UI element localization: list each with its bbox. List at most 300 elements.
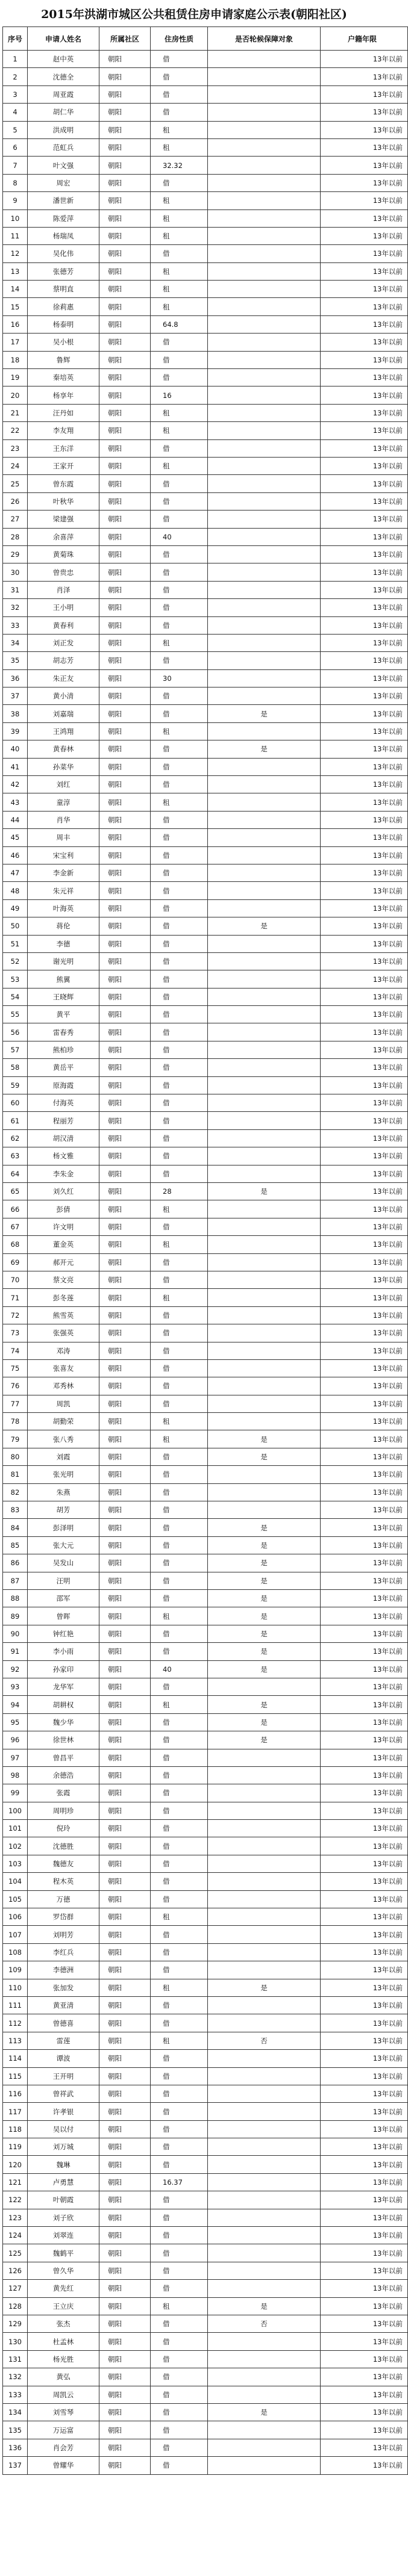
- cell-priority: [208, 2085, 321, 2102]
- cell-no: 105: [3, 1890, 28, 1908]
- cell-priority: [208, 988, 321, 1005]
- cell-residence: 借: [151, 1643, 208, 1660]
- cell-no: 50: [3, 917, 28, 935]
- cell-residence: 借: [151, 988, 208, 1005]
- cell-priority: [208, 2368, 321, 2386]
- cell-name: 许文明: [28, 1218, 99, 1235]
- cell-registration: 13年以前: [321, 511, 408, 528]
- cell-community: 朝阳: [99, 1076, 151, 1094]
- cell-name: 秦培英: [28, 369, 99, 386]
- header-residence: 住房性质: [151, 27, 208, 51]
- cell-registration: 13年以前: [321, 262, 408, 280]
- table-row: [3, 2368, 408, 2386]
- cell-community: 朝阳: [99, 1837, 151, 1855]
- cell-no: 72: [3, 1306, 28, 1324]
- cell-residence: 借: [151, 616, 208, 634]
- cell-residence: 租: [151, 1979, 208, 1996]
- cell-name: 周丰: [28, 829, 99, 846]
- cell-community: 朝阳: [99, 528, 151, 545]
- cell-residence: 租: [151, 298, 208, 315]
- cell-name: 李金新: [28, 864, 99, 881]
- cell-no: 65: [3, 1183, 28, 1200]
- cell-priority: 是: [208, 1731, 321, 1749]
- table-row: [3, 740, 408, 758]
- cell-registration: 13年以前: [321, 528, 408, 545]
- cell-priority: [208, 1147, 321, 1165]
- cell-priority: [208, 1413, 321, 1430]
- cell-name: 张加发: [28, 1979, 99, 1996]
- table-row: [3, 2421, 408, 2439]
- cell-registration: 13年以前: [321, 68, 408, 85]
- cell-priority: [208, 599, 321, 616]
- cell-name: 刘翠连: [28, 2227, 99, 2244]
- cell-community: 朝阳: [99, 2262, 151, 2279]
- cell-community: 朝阳: [99, 581, 151, 598]
- cell-registration: 13年以前: [321, 281, 408, 298]
- cell-no: 19: [3, 369, 28, 386]
- cell-registration: 13年以前: [321, 1855, 408, 1872]
- cell-priority: [208, 882, 321, 899]
- cell-name: 曾昌平: [28, 1749, 99, 1766]
- table-row: [3, 1006, 408, 1023]
- cell-community: 朝阳: [99, 758, 151, 775]
- cell-no: 130: [3, 2333, 28, 2350]
- cell-registration: 13年以前: [321, 404, 408, 421]
- cell-priority: [208, 1023, 321, 1041]
- table-row: [3, 776, 408, 793]
- table-row: [3, 722, 408, 740]
- cell-residence: 租: [151, 1200, 208, 1218]
- cell-name: 彭泽明: [28, 1519, 99, 1536]
- cell-name: 胡耕权: [28, 1696, 99, 1713]
- cell-community: 朝阳: [99, 1766, 151, 1784]
- cell-no: 111: [3, 1996, 28, 2014]
- cell-community: 朝阳: [99, 1802, 151, 1819]
- cell-priority: [208, 192, 321, 209]
- cell-priority: 是: [208, 1979, 321, 1996]
- table-row: [3, 811, 408, 828]
- table-row: [3, 687, 408, 705]
- cell-name: 刘万城: [28, 2138, 99, 2156]
- cell-residence: 借: [151, 2315, 208, 2333]
- cell-residence: 借: [151, 1749, 208, 1766]
- cell-no: 20: [3, 386, 28, 404]
- cell-name: 曾耀华: [28, 2457, 99, 2474]
- cell-registration: 13年以前: [321, 1200, 408, 1218]
- cell-no: 106: [3, 1908, 28, 1926]
- cell-priority: [208, 351, 321, 368]
- cell-name: 胡仁华: [28, 104, 99, 121]
- cell-registration: 13年以前: [321, 705, 408, 722]
- table-row: [3, 1183, 408, 1200]
- cell-priority: [208, 1501, 321, 1519]
- cell-no: 60: [3, 1094, 28, 1112]
- cell-community: 朝阳: [99, 174, 151, 191]
- cell-community: 朝阳: [99, 1749, 151, 1766]
- cell-community: 朝阳: [99, 882, 151, 899]
- table-row: [3, 1749, 408, 1766]
- cell-registration: 13年以前: [321, 970, 408, 988]
- cell-residence: 借: [151, 2421, 208, 2439]
- table-row: [3, 1996, 408, 2014]
- cell-name: 孙菜华: [28, 758, 99, 775]
- header-no: 序号: [3, 27, 28, 51]
- table-row: [3, 51, 408, 68]
- cell-priority: [208, 1006, 321, 1023]
- cell-no: 55: [3, 1006, 28, 1023]
- table-row: [3, 988, 408, 1005]
- table-row: [3, 634, 408, 651]
- cell-priority: [208, 1820, 321, 1837]
- cell-residence: 借: [151, 51, 208, 68]
- cell-priority: 是: [208, 740, 321, 758]
- cell-no: 137: [3, 2457, 28, 2474]
- table-row: [3, 1271, 408, 1288]
- cell-no: 53: [3, 970, 28, 988]
- cell-priority: 否: [208, 2315, 321, 2333]
- cell-priority: 是: [208, 1519, 321, 1536]
- cell-priority: 是: [208, 1625, 321, 1642]
- cell-registration: 13年以前: [321, 1147, 408, 1165]
- cell-registration: 13年以前: [321, 2368, 408, 2386]
- cell-registration: 13年以前: [321, 2315, 408, 2333]
- cell-no: 134: [3, 2403, 28, 2421]
- cell-no: 79: [3, 1430, 28, 1448]
- cell-community: 朝阳: [99, 138, 151, 156]
- cell-residence: 租: [151, 1908, 208, 1926]
- cell-community: 朝阳: [99, 2120, 151, 2138]
- cell-no: 96: [3, 1731, 28, 1749]
- table-row: [3, 599, 408, 616]
- cell-priority: 是: [208, 1643, 321, 1660]
- table-row: [3, 1873, 408, 1890]
- cell-name: 熊翼: [28, 970, 99, 988]
- cell-registration: 13年以前: [321, 2032, 408, 2049]
- table-row: [3, 2403, 408, 2421]
- cell-name: 刘正发: [28, 634, 99, 651]
- cell-name: 张大元: [28, 1536, 99, 1554]
- cell-community: 朝阳: [99, 227, 151, 244]
- cell-no: 47: [3, 864, 28, 881]
- cell-residence: 借: [151, 811, 208, 828]
- cell-residence: 租: [151, 192, 208, 209]
- cell-registration: 13年以前: [321, 1731, 408, 1749]
- cell-registration: 13年以前: [321, 1572, 408, 1589]
- table-row: [3, 1076, 408, 1094]
- cell-no: 45: [3, 829, 28, 846]
- cell-community: 朝阳: [99, 262, 151, 280]
- cell-registration: 13年以前: [321, 2050, 408, 2067]
- cell-priority: [208, 404, 321, 421]
- cell-no: 6: [3, 138, 28, 156]
- cell-priority: [208, 563, 321, 581]
- table-row: [3, 563, 408, 581]
- table-row: [3, 2085, 408, 2102]
- cell-residence: 借: [151, 1837, 208, 1855]
- cell-residence: 借: [151, 935, 208, 952]
- cell-no: 44: [3, 811, 28, 828]
- cell-registration: 13年以前: [321, 209, 408, 227]
- cell-name: 曾德喜: [28, 2014, 99, 2032]
- cell-priority: [208, 1802, 321, 1819]
- cell-residence: 借: [151, 917, 208, 935]
- cell-name: 魏德友: [28, 1855, 99, 1872]
- table-row: [3, 2191, 408, 2209]
- cell-priority: 是: [208, 1696, 321, 1713]
- cell-name: 洪成明: [28, 121, 99, 138]
- table-row: [3, 2457, 408, 2474]
- cell-no: 51: [3, 935, 28, 952]
- cell-priority: [208, 457, 321, 474]
- cell-registration: 13年以前: [321, 1324, 408, 1342]
- cell-community: 朝阳: [99, 1059, 151, 1076]
- cell-registration: 13年以前: [321, 2085, 408, 2102]
- cell-community: 朝阳: [99, 1430, 151, 1448]
- cell-registration: 13年以前: [321, 1979, 408, 1996]
- cell-community: 朝阳: [99, 1589, 151, 1607]
- cell-no: 56: [3, 1023, 28, 1041]
- cell-registration: 13年以前: [321, 157, 408, 174]
- table-row: [3, 1023, 408, 1041]
- cell-priority: [208, 2421, 321, 2439]
- cell-no: 5: [3, 121, 28, 138]
- cell-name: 黄菊珠: [28, 545, 99, 563]
- cell-residence: 租: [151, 262, 208, 280]
- cell-registration: 13年以前: [321, 2262, 408, 2279]
- cell-community: 朝阳: [99, 1253, 151, 1271]
- cell-priority: [208, 1200, 321, 1218]
- cell-community: 朝阳: [99, 85, 151, 103]
- table-row: [3, 174, 408, 191]
- table-row: [3, 1536, 408, 1554]
- header-row: [3, 27, 408, 51]
- cell-name: 谢光明: [28, 952, 99, 970]
- cell-name: 曾贵忠: [28, 563, 99, 581]
- table-row: [3, 2050, 408, 2067]
- cell-community: 朝阳: [99, 439, 151, 457]
- cell-no: 103: [3, 1855, 28, 1872]
- table-row: [3, 404, 408, 421]
- cell-community: 朝阳: [99, 2032, 151, 2049]
- cell-registration: 13年以前: [321, 85, 408, 103]
- cell-community: 朝阳: [99, 1129, 151, 1147]
- cell-community: 朝阳: [99, 1979, 151, 1996]
- cell-registration: 13年以前: [321, 1413, 408, 1430]
- cell-residence: 借: [151, 1466, 208, 1483]
- cell-no: 23: [3, 439, 28, 457]
- cell-no: 97: [3, 1749, 28, 1766]
- table-row: [3, 952, 408, 970]
- cell-community: 朝阳: [99, 1289, 151, 1306]
- cell-name: 李德: [28, 935, 99, 952]
- cell-name: 曾祥武: [28, 2085, 99, 2102]
- cell-residence: 借: [151, 599, 208, 616]
- cell-name: 梁建强: [28, 511, 99, 528]
- cell-registration: 13年以前: [321, 1766, 408, 1784]
- table-row: [3, 439, 408, 457]
- cell-residence: 借: [151, 758, 208, 775]
- cell-registration: 13年以前: [321, 882, 408, 899]
- table-row: [3, 1572, 408, 1589]
- cell-no: 58: [3, 1059, 28, 1076]
- cell-priority: [208, 1678, 321, 1695]
- cell-residence: 借: [151, 369, 208, 386]
- cell-community: 朝阳: [99, 2173, 151, 2191]
- cell-name: 杨文雅: [28, 1147, 99, 1165]
- cell-residence: 借: [151, 85, 208, 103]
- cell-community: 朝阳: [99, 1041, 151, 1058]
- cell-registration: 13年以前: [321, 2333, 408, 2350]
- cell-priority: [208, 811, 321, 828]
- cell-registration: 13年以前: [321, 793, 408, 811]
- table-row: [3, 1413, 408, 1430]
- cell-priority: [208, 1342, 321, 1359]
- cell-no: 32: [3, 599, 28, 616]
- table-row: [3, 315, 408, 333]
- cell-priority: [208, 2050, 321, 2067]
- cell-no: 120: [3, 2156, 28, 2173]
- cell-community: 朝阳: [99, 2368, 151, 2386]
- cell-community: 朝阳: [99, 563, 151, 581]
- cell-name: 黄先红: [28, 2280, 99, 2297]
- cell-registration: 13年以前: [321, 599, 408, 616]
- table-row: [3, 351, 408, 368]
- table-row: [3, 1448, 408, 1465]
- cell-registration: 13年以前: [321, 563, 408, 581]
- cell-registration: 13年以前: [321, 1041, 408, 1058]
- cell-no: 133: [3, 2386, 28, 2403]
- table-row: [3, 334, 408, 351]
- cell-no: 115: [3, 2067, 28, 2085]
- table-row: [3, 1200, 408, 1218]
- cell-residence: 借: [151, 511, 208, 528]
- cell-priority: [208, 616, 321, 634]
- table-row: [3, 2173, 408, 2191]
- cell-priority: [208, 227, 321, 244]
- cell-priority: [208, 829, 321, 846]
- table-row: [3, 369, 408, 386]
- cell-registration: 13年以前: [321, 457, 408, 474]
- cell-community: 朝阳: [99, 209, 151, 227]
- cell-name: 孙家印: [28, 1660, 99, 1678]
- cell-registration: 13年以前: [321, 1006, 408, 1023]
- cell-no: 123: [3, 2209, 28, 2226]
- cell-community: 朝阳: [99, 2014, 151, 2032]
- cell-registration: 13年以前: [321, 51, 408, 68]
- cell-priority: [208, 2386, 321, 2403]
- table-row: [3, 1837, 408, 1855]
- cell-residence: 租: [151, 227, 208, 244]
- table-row: [3, 1678, 408, 1695]
- cell-registration: 13年以前: [321, 1749, 408, 1766]
- cell-community: 朝阳: [99, 104, 151, 121]
- cell-no: 48: [3, 882, 28, 899]
- cell-residence: 借: [151, 1059, 208, 1076]
- cell-priority: [208, 298, 321, 315]
- cell-residence: 借: [151, 1324, 208, 1342]
- cell-community: 朝阳: [99, 1359, 151, 1377]
- cell-residence: 借: [151, 2439, 208, 2456]
- cell-residence: 租: [151, 634, 208, 651]
- cell-registration: 13年以前: [321, 2120, 408, 2138]
- cell-name: 周亚霞: [28, 85, 99, 103]
- cell-priority: [208, 1306, 321, 1324]
- table-row: [3, 1501, 408, 1519]
- cell-no: 78: [3, 1413, 28, 1430]
- cell-no: 3: [3, 85, 28, 103]
- cell-priority: [208, 2457, 321, 2474]
- cell-residence: 租: [151, 793, 208, 811]
- cell-registration: 13年以前: [321, 917, 408, 935]
- table-row: [3, 1094, 408, 1112]
- cell-no: 12: [3, 245, 28, 262]
- cell-no: 67: [3, 1218, 28, 1235]
- cell-community: 朝阳: [99, 1377, 151, 1395]
- cell-residence: 借: [151, 1041, 208, 1058]
- cell-registration: 13年以前: [321, 1607, 408, 1625]
- cell-name: 曾晖: [28, 1607, 99, 1625]
- cell-no: 93: [3, 1678, 28, 1695]
- table-row: [3, 1731, 408, 1749]
- cell-name: 刘雪琴: [28, 2403, 99, 2421]
- cell-community: 朝阳: [99, 1961, 151, 1979]
- cell-residence: 租: [151, 2032, 208, 2049]
- cell-priority: [208, 2439, 321, 2456]
- table-row: [3, 1483, 408, 1501]
- cell-no: 114: [3, 2050, 28, 2067]
- cell-residence: 借: [151, 687, 208, 705]
- cell-priority: [208, 1483, 321, 1501]
- cell-priority: [208, 1784, 321, 1802]
- cell-no: 22: [3, 422, 28, 439]
- cell-registration: 13年以前: [321, 1589, 408, 1607]
- cell-registration: 13年以前: [321, 1377, 408, 1395]
- cell-priority: 是: [208, 705, 321, 722]
- table-row: [3, 1041, 408, 1058]
- cell-registration: 13年以前: [321, 2227, 408, 2244]
- cell-registration: 13年以前: [321, 2191, 408, 2209]
- cell-registration: 13年以前: [321, 2138, 408, 2156]
- table-row: [3, 1979, 408, 1996]
- cell-community: 朝阳: [99, 1395, 151, 1412]
- table-row: [3, 1165, 408, 1182]
- cell-priority: [208, 2120, 321, 2138]
- cell-registration: 13年以前: [321, 2103, 408, 2120]
- cell-no: 135: [3, 2421, 28, 2439]
- cell-no: 129: [3, 2315, 28, 2333]
- cell-residence: 借: [151, 2333, 208, 2350]
- cell-registration: 13年以前: [321, 581, 408, 598]
- cell-priority: [208, 793, 321, 811]
- cell-community: 朝阳: [99, 829, 151, 846]
- cell-name: 周宏: [28, 174, 99, 191]
- table-row: [3, 475, 408, 492]
- table-row: [3, 2297, 408, 2315]
- cell-registration: 13年以前: [321, 1536, 408, 1554]
- cell-registration: 13年以前: [321, 1253, 408, 1271]
- cell-registration: 13年以前: [321, 1873, 408, 1890]
- table-row: [3, 2350, 408, 2368]
- cell-registration: 13年以前: [321, 616, 408, 634]
- cell-residence: 借: [151, 2457, 208, 2474]
- cell-no: 73: [3, 1324, 28, 1342]
- cell-priority: [208, 422, 321, 439]
- cell-residence: 借: [151, 2067, 208, 2085]
- cell-priority: [208, 1855, 321, 1872]
- cell-name: 王东洋: [28, 439, 99, 457]
- cell-registration: 13年以前: [321, 1448, 408, 1465]
- cell-priority: [208, 1165, 321, 1182]
